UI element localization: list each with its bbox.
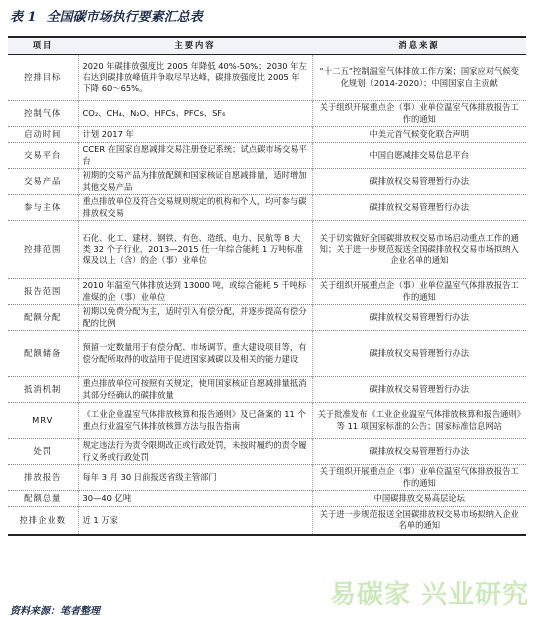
row-source: 碳排放权交易管理暂行办法	[369, 201, 470, 212]
row-source: 碳排放权交易管理暂行办法	[369, 175, 470, 186]
row-source: 关于批准发布《工业企业温室气体排放核算和报告通则》等 11 项国家标准的公告；国家标准信息网站	[317, 409, 521, 431]
row-content: 预留一定数量用于有偿分配、市场调节、重大建设项目等，有偿分配所取得的收益用于促进国家减碳以及相关的能力建设	[78, 331, 312, 377]
row-source: 关于组织开展重点企（事）业单位温室气体排放报告工作的通知	[319, 280, 519, 302]
table-row	[8, 331, 526, 377]
row-content: 《工业企业温室气体排放核算和报告通则》及已备案的 11 个重点行业温室气体排放核算方法与报告指南	[78, 403, 312, 439]
row-item: 控排企业数	[8, 507, 78, 535]
table-row	[8, 55, 526, 101]
row-item: 处罚	[8, 439, 78, 465]
row-content: 初期以免费分配为主，适时引入有偿分配，并逐步提高有偿分配的比例	[78, 305, 312, 331]
table-row	[8, 507, 526, 535]
row-content: 石化、化工、建材、钢铁、有色、造纸、电力、民航等 8 大类 32 个子行业，2013—2015 任一年综合能耗 1 万吨标准煤及以上（含）的企（事）业单位	[78, 221, 312, 279]
row-source: 中国碳排放交易高层论坛	[373, 492, 465, 503]
row-content: 重点排放单位及符合交易规则规定的机构和个人，均可参与碳排放权交易	[78, 195, 312, 221]
row-content: 每年 3 月 30 日前报送省级主管部门	[78, 465, 312, 491]
row-content: 30—40 亿吨	[78, 491, 312, 507]
row-content: 初期的交易产品为排放配额和国家核证自愿减排量，适时增加其他交易产品	[78, 169, 312, 195]
table-row	[8, 169, 526, 195]
row-source: “十二五”控制温室气体排放工作方案；国家应对气候变化规划（2014-2020）；中国国家自主贡献	[319, 66, 519, 88]
header-item: 项目	[32, 40, 54, 51]
table-row	[8, 439, 526, 465]
row-item: 参与主体	[8, 195, 78, 221]
row-content: CO₂、CH₄、N₂O、HFCs、PFCs、SF₆	[78, 101, 312, 127]
table-title-text: 全国碳市场执行要素汇总表	[46, 10, 203, 25]
table-row	[8, 101, 526, 127]
table-row	[8, 377, 526, 403]
row-content: 2010 年温室气体排放达到 13000 吨，或综合能耗 5 千吨标准煤的企（事）业单位	[78, 279, 312, 305]
row-source: 碳排放权交易管理暂行办法	[369, 311, 470, 322]
row-item: 启动时间	[8, 127, 78, 143]
table-row	[8, 127, 526, 143]
header-source: 消息来源	[398, 40, 440, 51]
table-row	[8, 305, 526, 331]
row-item: 控排目标	[8, 55, 78, 101]
row-content: 近 1 万家	[78, 507, 312, 535]
table-header	[8, 37, 526, 55]
row-item: 抵消机制	[8, 377, 78, 403]
row-content: 2020 年碳排放强度比 2005 年降低 40%-50%；2030 年左右达到碳排放峰值并争取尽早达峰，碳排放强度比 2005 年下降 60～65%。	[78, 55, 312, 101]
row-source: 中国自愿减排交易信息平台	[369, 149, 470, 160]
row-source: 中美元首气候变化联合声明	[369, 128, 470, 139]
row-content: CCER 在国家自愿减排交易注册登记系统；试点碳市场交易平台	[78, 143, 312, 169]
row-item: 配额储备	[8, 331, 78, 377]
watermark-logo: 易碳家 兴业研究	[330, 580, 530, 610]
table-row	[8, 143, 526, 169]
row-content: 规定违法行为责令限期改正或行政处罚，未按时履约的责令履行义务或行政处罚	[78, 439, 312, 465]
row-item: 报告范围	[8, 279, 78, 305]
row-source: 关于进一步规范报送全国碳排放权交易市场拟纳入企业名单的通知	[319, 509, 519, 531]
row-source: 碳排放权交易管理暂行办法	[369, 383, 470, 394]
row-source: 关于组织开展重点企（事）业单位温室气体排放报告工作的通知	[319, 466, 519, 488]
table-body	[8, 55, 526, 535]
row-item: 排放报告	[8, 465, 78, 491]
table-row	[8, 195, 526, 221]
row-item: 配额总量	[8, 491, 78, 507]
row-item: 配额分配	[8, 305, 78, 331]
table-row	[8, 403, 526, 439]
row-source: 碳排放权交易管理暂行办法	[369, 347, 470, 358]
row-source: 关于切实做好全国碳排放权交易市场启动重点工作的通知；关于进一步规范报送全国碳排放权交易市场拟纳入企业名单的通知	[319, 232, 519, 266]
header-content: 主要内容	[174, 40, 216, 51]
table-row	[8, 279, 526, 305]
table-number: 表 1	[10, 10, 37, 25]
table-title	[10, 6, 524, 26]
row-source: 关于组织开展重点企（事）业单位温室气体排放报告工作的通知	[319, 102, 519, 124]
row-source: 碳排放权交易管理暂行办法	[369, 445, 470, 456]
row-content: 计划 2017 年	[78, 127, 312, 143]
row-item: 控制气体	[8, 101, 78, 127]
row-item: 交易产品	[8, 169, 78, 195]
row-content: 重点排放单位可按照有关规定，使用国家核证自愿减排量抵消其部分经确认的碳排放量	[78, 377, 312, 403]
summary-table	[8, 36, 526, 536]
table-row	[8, 491, 526, 507]
row-item: MRV	[8, 403, 78, 439]
row-item: 控排范围	[8, 221, 78, 279]
table-row	[8, 465, 526, 491]
row-item: 交易平台	[8, 143, 78, 169]
source-note: 资料来源：笔者整理	[10, 606, 100, 617]
table-row	[8, 221, 526, 279]
